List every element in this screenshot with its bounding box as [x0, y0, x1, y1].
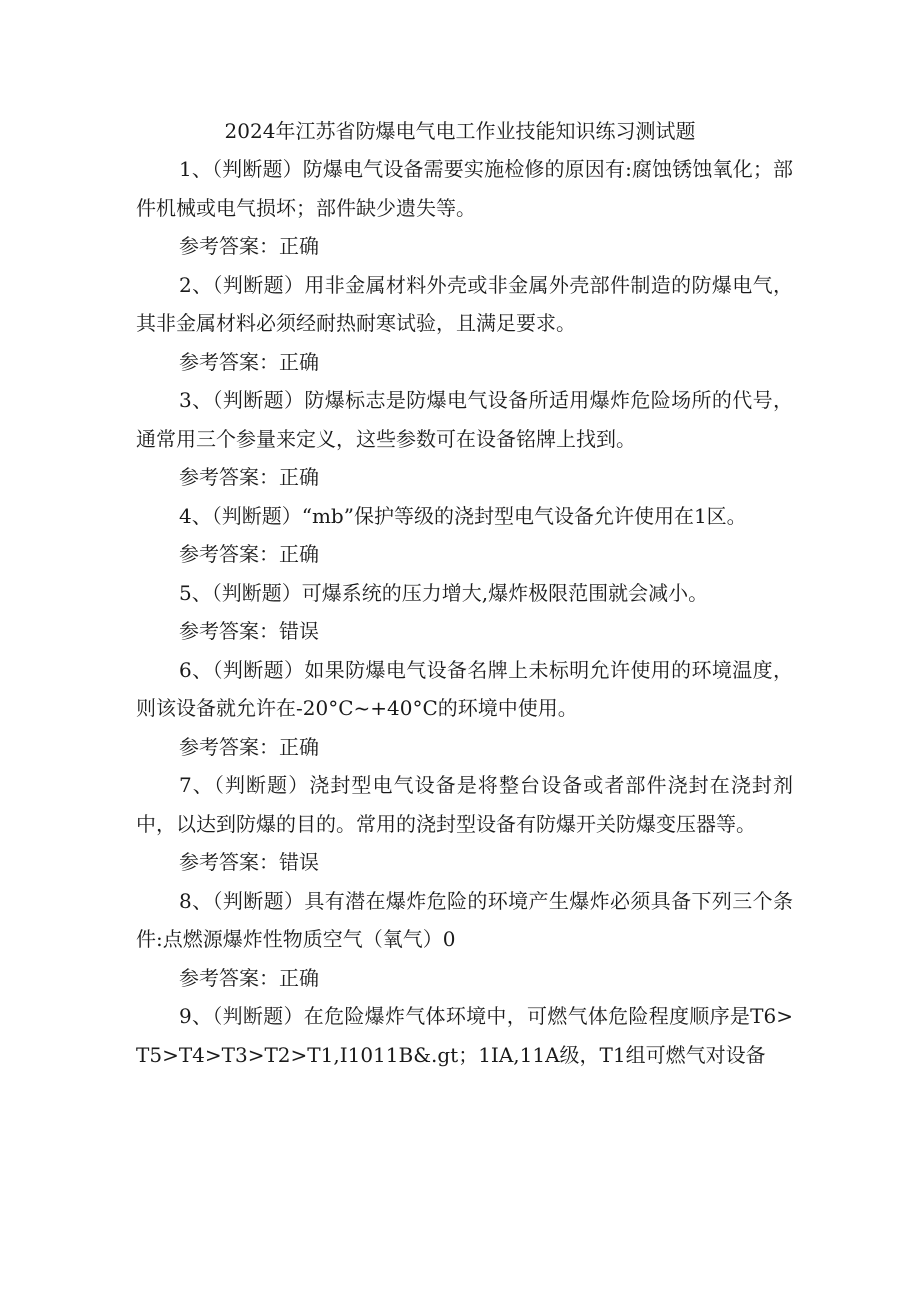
- question-type: （判断题）: [212, 272, 305, 297]
- answer-line: [136, 612, 793, 651]
- answer-value: 错误: [279, 850, 319, 874]
- answer-line: [136, 843, 793, 882]
- question-item: [136, 574, 793, 613]
- question-list: [136, 150, 793, 1074]
- answer-label: 参考答案：: [179, 619, 279, 643]
- answer-line: [136, 458, 793, 497]
- question-item: [136, 882, 793, 959]
- question-type: （判断题）: [211, 503, 302, 528]
- question-text: 如果防爆电气设备名牌上未标明允许使用的环境温度，则该设备就允许在-20°C~+40°C的环境中使用。: [136, 657, 794, 720]
- question-text: 防爆电气设备需要实施检修的原因有:腐蚀锈蚀氧化；部件机械或电气损坏；部件缺少遗失等。: [136, 157, 793, 220]
- question-text: 防爆标志是防爆电气设备所适用爆炸危险场所的代号，通常用三个参量来定义，这些参数可在设备铭牌上找到。: [136, 388, 794, 451]
- question-number: 9、: [179, 1004, 213, 1028]
- question-item: [136, 997, 793, 1074]
- answer-line: [136, 728, 793, 767]
- question-text: 具有潜在爆炸危险的环境产生爆炸必须具备下列三个条件:点燃源爆炸性物质空气（氧气）0: [136, 888, 794, 951]
- answer-label: 参考答案：: [179, 349, 279, 374]
- answer-label: 参考答案：: [179, 965, 279, 990]
- answer-line: [136, 343, 793, 382]
- answer-line: [136, 227, 793, 266]
- question-number: 1、: [179, 157, 213, 181]
- answer-line: [136, 959, 793, 998]
- question-number: 4、: [179, 503, 212, 528]
- answer-value: 正确: [279, 349, 319, 374]
- question-text: “mb”保护等级的浇封型电气设备允许使用在1区。: [301, 503, 747, 528]
- question-type: （判断题）: [212, 1004, 304, 1028]
- answer-line: [136, 535, 793, 574]
- question-item: [136, 150, 793, 227]
- question-item: [136, 766, 793, 843]
- question-text: 用非金属材料外壳或非金属外壳部件制造的防爆电气，其非金属材料必须经耐热耐寒试验，且满足要求。: [136, 272, 794, 335]
- question-number: 7、: [179, 773, 214, 797]
- question-type: （判断题）: [212, 157, 303, 181]
- question-item: [136, 381, 793, 458]
- answer-label: 参考答案：: [179, 465, 279, 489]
- question-text: 在危险爆炸气体环境中，可燃气体危险程度顺序是T6>T5>T4>T3>T2>T1,I1011B&.gt；1IA,11A级，T1组可燃气对设备: [136, 1004, 794, 1067]
- answer-value: 正确: [279, 734, 319, 759]
- question-number: 2、: [179, 272, 213, 297]
- answer-label: 参考答案：: [179, 234, 279, 258]
- question-item: [136, 497, 793, 536]
- answer-label: 参考答案：: [179, 734, 279, 759]
- question-number: 6、: [179, 657, 213, 682]
- answer-value: 正确: [279, 542, 319, 566]
- question-type: （判断题）: [213, 773, 310, 797]
- question-item: [136, 651, 793, 728]
- answer-label: 参考答案：: [179, 850, 279, 874]
- document-title: 2024年江苏省防爆电气电工作业技能知识练习测试题: [224, 119, 696, 143]
- question-type: （判断题）: [212, 388, 305, 412]
- answer-value: 正确: [279, 465, 319, 489]
- answer-value: 正确: [279, 234, 319, 258]
- answer-value: 错误: [279, 619, 319, 643]
- question-text: 可爆系统的压力增大,爆炸极限范围就会减小。: [301, 580, 709, 605]
- question-type: （判断题）: [211, 580, 302, 605]
- question-item: [136, 266, 793, 343]
- question-number: 3、: [179, 388, 213, 412]
- question-type: （判断题）: [212, 657, 305, 682]
- answer-label: 参考答案：: [179, 542, 279, 566]
- question-type: （判断题）: [212, 888, 305, 913]
- question-number: 5、: [179, 580, 212, 605]
- question-number: 8、: [179, 888, 213, 913]
- answer-value: 正确: [279, 965, 319, 990]
- question-text: 浇封型电气设备是将整台设备或者部件浇封在浇封剂中，以达到防爆的目的。常用的浇封型设备有防爆开关防爆变压器等。: [136, 773, 793, 836]
